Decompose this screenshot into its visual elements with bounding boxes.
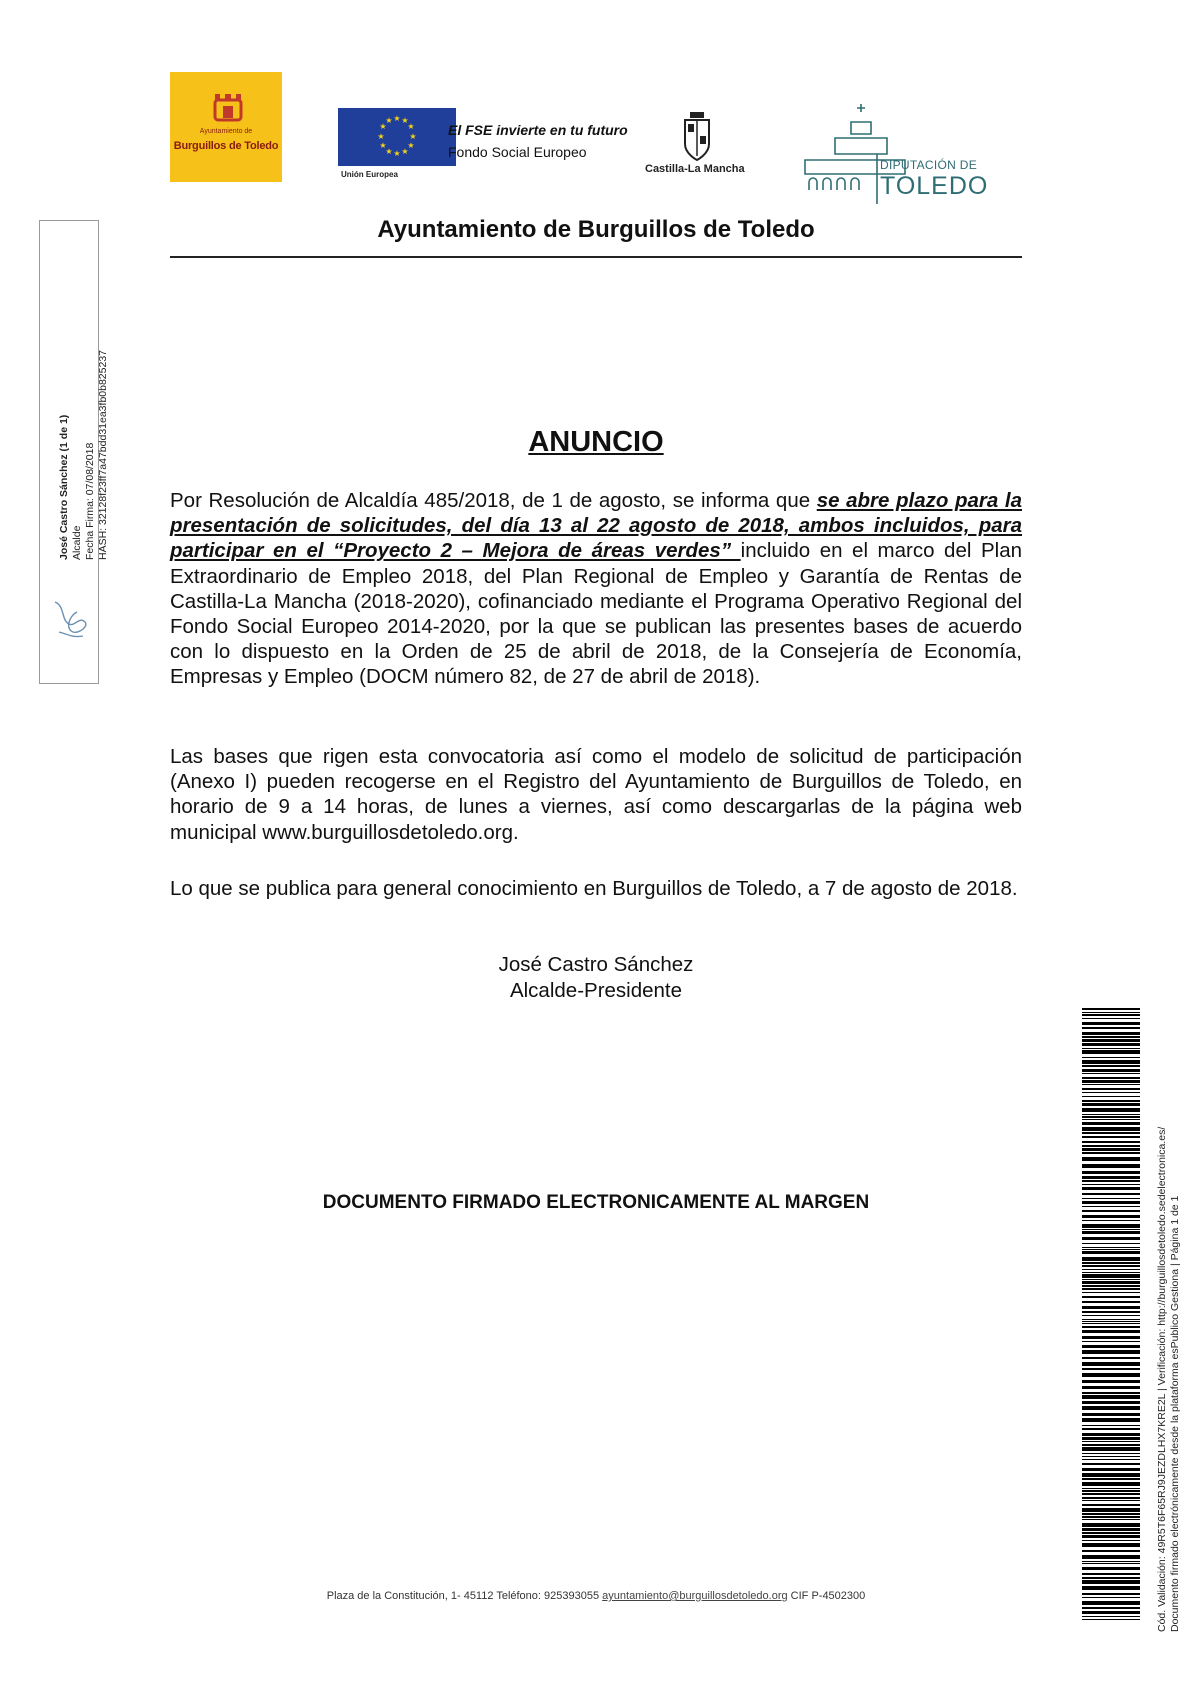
clm-shield-icon [680, 108, 714, 164]
castilla-la-mancha-logo [680, 108, 714, 164]
signature-block [170, 952, 1022, 1004]
ayuntamiento-logo-name: Burguillos de Toledo [173, 140, 279, 152]
castle-emblem-icon [212, 92, 244, 122]
svg-text:★: ★ [377, 132, 385, 141]
signature-scribble-icon [47, 592, 93, 648]
svg-text:★: ★ [407, 141, 415, 150]
diputacion-small-label: DIPUTACIÓN DE [880, 158, 978, 172]
footer-contact [170, 1590, 1022, 1602]
svg-text:★: ★ [401, 116, 409, 125]
ayuntamiento-logo-small-text: Ayuntamiento de [199, 128, 253, 135]
ayuntamiento-logo [170, 72, 282, 182]
svg-text:★: ★ [401, 147, 409, 156]
announcement-heading: ANUNCIO [528, 426, 664, 458]
clm-label: Castilla-La Mancha [645, 163, 745, 175]
footer-address: Plaza de la Constitución, 1- 45112 Teléfono: 925393055 [326, 1590, 603, 1602]
organization-title: Ayuntamiento de Burguillos de Toledo [377, 216, 815, 243]
signer-name: José Castro Sánchez [498, 953, 694, 976]
stamp-signer: José Castro Sánchez (1 de 1) [58, 414, 70, 560]
eu-flag [338, 108, 456, 166]
diputacion-big-label: TOLEDO [880, 172, 989, 200]
svg-text:★: ★ [379, 122, 387, 131]
verification-line2: Documento firmado electrónicamente desde la plataforma esPublico Gestiona | Página 1 de 1 [1168, 1195, 1181, 1632]
stamp-hash: HASH: 32128f23ff7a47bdd31ea3fb0b825237 [97, 350, 109, 560]
signer-title: Alcalde-Presidente [509, 979, 683, 1002]
svg-text:★: ★ [393, 114, 401, 123]
paragraph-bases: Las bases que rigen esta convocatoria así como el modelo de solicitud de participación (Anexo I) pueden recogerse en el Registro del Ayuntamiento de Burguillos de Toledo, en horario de 9 a 14 horas, de lunes a viernes, así como descargarlas de la página web municipal www.burguillosdetoledo.org. [170, 745, 1022, 844]
verification-text [1156, 1127, 1181, 1632]
verification-line1: Cód. Validación: 49R5T6F65RJ9JEZDLHX7KRE2L | Verificación: http://burguillosdetoledo.sedelectronica.es/ [1156, 1126, 1168, 1632]
fse-name: Fondo Social Europeo [448, 144, 587, 160]
p1-highlight: se abre plazo para la presentación de solicitudes, del día 13 al 22 agosto de 2018, ambos incluidos, para participar en el “Proyecto 2 – Mejora de áreas verdes” [170, 489, 1022, 563]
signed-notice: DOCUMENTO FIRMADO ELECTRONICAMENTE AL MARGEN [322, 1192, 870, 1213]
svg-text:★: ★ [379, 141, 387, 150]
eu-label: Unión Europea [341, 170, 398, 179]
svg-text:★: ★ [409, 132, 417, 141]
svg-text:★: ★ [407, 122, 415, 131]
svg-text:★: ★ [393, 149, 401, 158]
p1-intro: Por Resolución de Alcaldía 485/2018, de 1 de agosto, se informa que [170, 489, 817, 512]
stamp-role: Alcalde [71, 525, 83, 560]
p1-rest: incluido en el marco del Plan Extraordinario de Empleo 2018, del Plan Regional de Empleo y Garantía de Rentas de Castilla-La Mancha (2018-2020), cofinanciado mediante el Programa Operativo Regional del Fondo Social Europeo 2014-2020, por la que se publican las presentes bases de acuerdo con lo dispuesto en la Orden de 25 de abril de 2018, de la Consejería de Economía, Empresas y Empleo (DOCM número 82, de 27 de abril de 2018). [170, 539, 1022, 689]
signature-stamp-text [58, 350, 110, 560]
svg-text:★: ★ [385, 116, 393, 125]
footer-cif: CIF P-4502300 [787, 1590, 866, 1602]
eu-stars-icon [338, 108, 456, 166]
footer-email[interactable]: ayuntamiento@burguillosdetoledo.org [602, 1590, 788, 1602]
validation-barcode [1082, 1008, 1140, 1620]
fse-slogan: El FSE invierte en tu futuro [448, 122, 628, 138]
paragraph-closing: Lo que se publica para general conocimiento en Burguillos de Toledo, a 7 de agosto de 2018. [170, 877, 1018, 900]
svg-text:★: ★ [385, 147, 393, 156]
header-divider [170, 256, 1022, 258]
paragraph-resolution [170, 488, 1022, 690]
stamp-date: Fecha Firma: 07/08/2018 [84, 442, 96, 560]
